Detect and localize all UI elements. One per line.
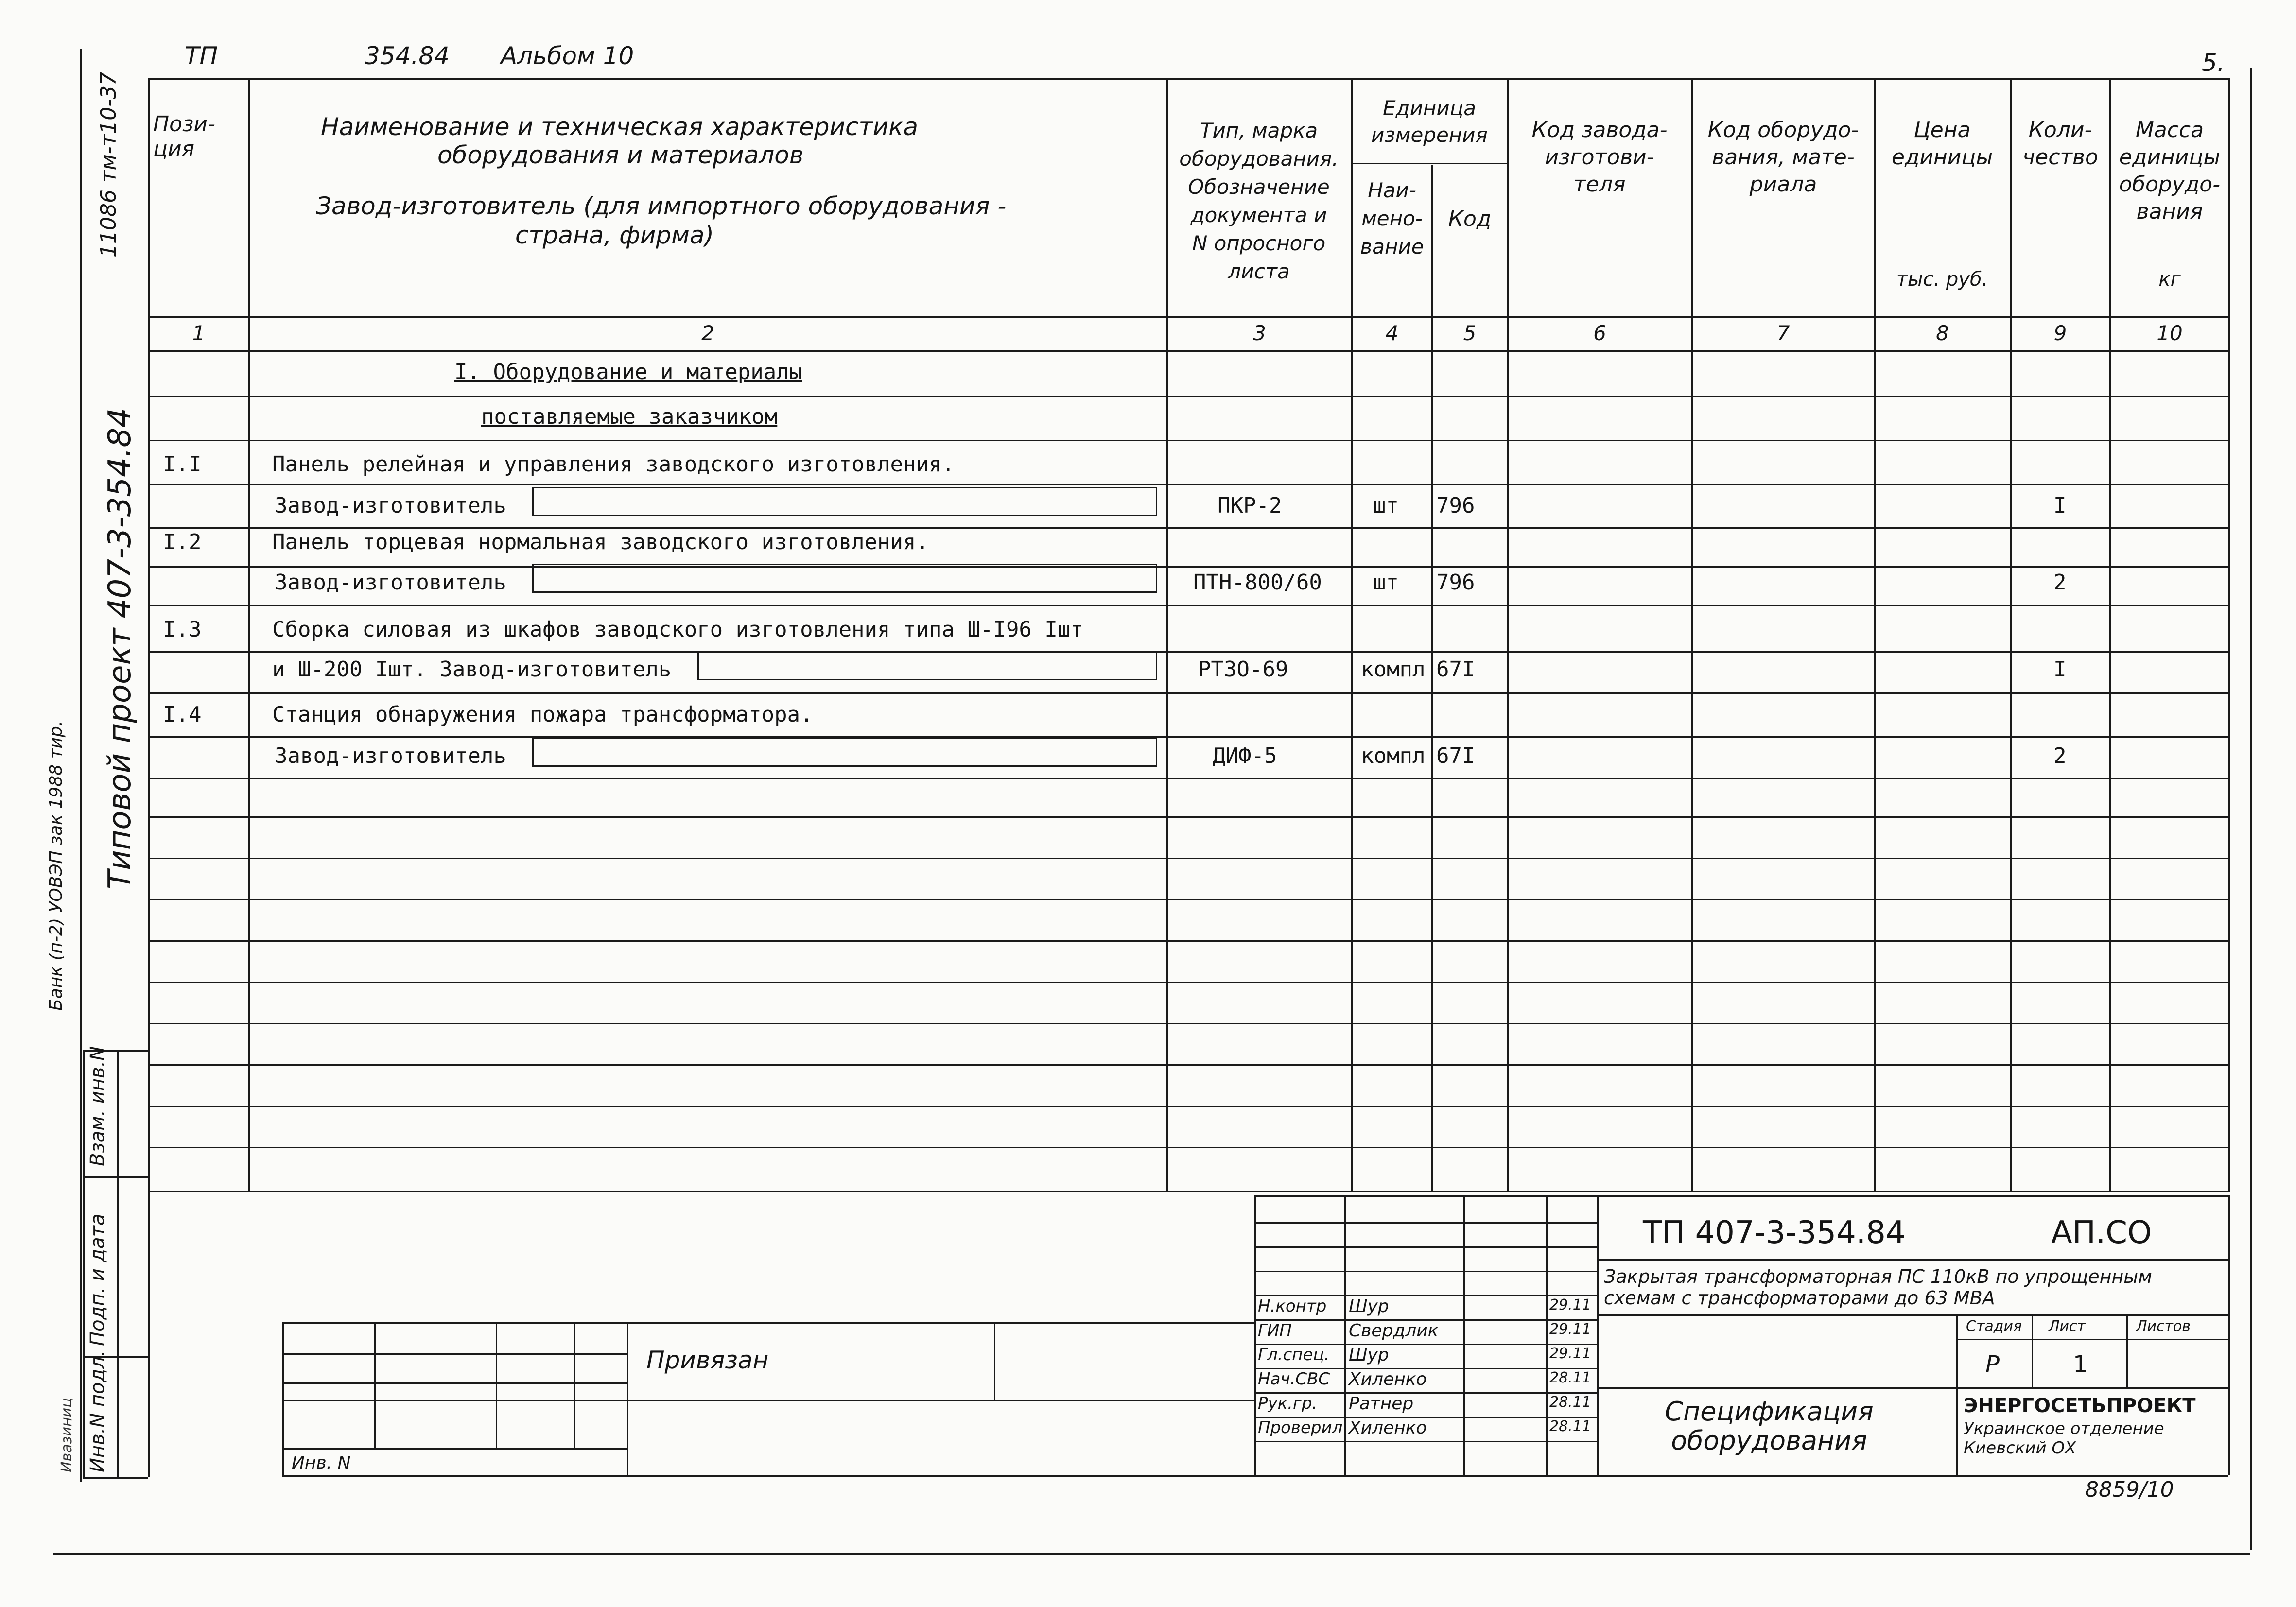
tb-doc-title: Спецификация оборудования	[1665, 1396, 1874, 1456]
row-8-unit: компл	[1361, 743, 1426, 768]
row-line-8	[148, 692, 2230, 694]
row-line-12	[148, 858, 2230, 859]
col-header-equipment-code: Код оборудо- вания, мате- риала	[1707, 118, 1859, 197]
tb-date-5: 28.11	[1549, 1394, 1591, 1411]
col-number-1: 1	[192, 321, 206, 345]
margin-project-label: Типовой проект 407-3-354.84	[102, 408, 138, 889]
bind-col-2	[496, 1322, 497, 1448]
header-tp: ТП	[185, 42, 218, 70]
tb-right-border	[2228, 1195, 2230, 1475]
bind-col-5	[994, 1322, 995, 1400]
row-3-name: Панель торцевая нормальная заводского изготовления.	[272, 530, 929, 554]
tb-date-2: 29.11	[1549, 1321, 1591, 1338]
unit-divider	[1351, 163, 1507, 164]
row-6-type: РТЗО-69	[1198, 657, 1288, 682]
col-header-name-line3: Завод-изготовитель (для импортного оборудования -	[316, 192, 1007, 220]
tb-date-4: 28.11	[1549, 1369, 1591, 1386]
row-2-qty: I	[2053, 493, 2067, 518]
outer-right-line	[2250, 68, 2252, 1550]
row-1-position: I.I	[163, 452, 202, 477]
stamp-line-1	[83, 1176, 148, 1178]
row-5-name: Сборка силовая из шкафов заводского изготовления типа Ш-I96 Iшт	[272, 617, 1083, 642]
tb-role-3: Гл.спец.	[1258, 1345, 1330, 1365]
tb-sheet-label: Лист	[2049, 1318, 2086, 1335]
row-8-qty: 2	[2053, 743, 2067, 768]
tb-stage-label: Стадия	[1966, 1318, 2022, 1335]
bind-col-1	[374, 1322, 376, 1448]
bind-col-4	[627, 1322, 628, 1475]
margin-bank-stamp: Банк (п-2) УОВЭП зак 1988 тир.	[46, 720, 66, 1011]
row-line-19	[148, 1147, 2230, 1148]
row-5-position: I.3	[163, 617, 202, 642]
row-line-7	[148, 651, 2230, 653]
tb-main-line-3	[1597, 1387, 2228, 1389]
tb-date-1: 29.11	[1549, 1296, 1591, 1313]
tb-sheets-label: Листов	[2136, 1318, 2191, 1335]
tb-org-sub2: Киевский ОХ	[1964, 1438, 2076, 1458]
bind-line-4	[282, 1448, 627, 1450]
tb-org-sub1: Украинское отделение	[1964, 1419, 2164, 1438]
row-line-4	[148, 527, 2230, 529]
row-line-17	[148, 1064, 2230, 1066]
tb-col-main	[1597, 1195, 1599, 1475]
col-number-4: 4	[1385, 321, 1399, 345]
row-8-manufacturer-field[interactable]	[532, 738, 1157, 767]
bind-line-3	[282, 1400, 1254, 1401]
tb-main-line-2	[1597, 1314, 2228, 1316]
stamp-middle-line	[117, 1050, 119, 1477]
tb-date-6: 28.11	[1549, 1418, 1591, 1435]
tb-name-4: Хиленко	[1349, 1369, 1427, 1389]
tb-name-3: Шур	[1349, 1345, 1389, 1365]
row-6-manufacturer-field[interactable]	[697, 651, 1157, 680]
row-line-6	[148, 605, 2230, 606]
row-2-name: Завод-изготовитель	[275, 493, 506, 518]
numbers-bottom-line	[148, 350, 2230, 352]
row-4-code: 796	[1436, 570, 1475, 595]
row-line-5	[148, 566, 2230, 568]
stamp-bottom	[83, 1477, 148, 1479]
tb-sheet-value: 1	[2073, 1351, 2088, 1378]
row-line-1	[148, 396, 2230, 397]
table-top-border	[148, 78, 2230, 80]
col-line-4	[1431, 165, 1433, 1191]
col-header-unit-code: Код	[1448, 206, 1492, 231]
row-line-3	[148, 484, 2230, 485]
row-6-qty: I	[2053, 657, 2067, 682]
inv-label: Инв. N	[292, 1453, 351, 1473]
tb-role-4: Нач.СВС	[1258, 1369, 1330, 1389]
col-header-price-unit: тыс. руб.	[1896, 268, 1988, 291]
section-title-line2: поставляемые заказчиком	[481, 404, 778, 429]
tb-col-name	[1344, 1195, 1346, 1475]
row-line-16	[148, 1023, 2230, 1024]
header-album: Альбом 10	[501, 42, 634, 70]
row-2-unit: шт	[1373, 493, 1399, 518]
header-number: 354.84	[365, 42, 450, 70]
col-header-name-line2: оборудования и материалов	[437, 141, 804, 169]
row-line-18	[148, 1106, 2230, 1107]
row-8-code: 67I	[1436, 743, 1475, 768]
tb-name-2: Свердлик	[1349, 1321, 1439, 1341]
col-header-quantity: Коли- чество	[2022, 118, 2098, 170]
tb-role-5: Рук.гр.	[1258, 1394, 1318, 1413]
row-line-14	[148, 940, 2230, 942]
row-6-code: 67I	[1436, 657, 1475, 682]
col-header-mass-unit: кг	[2158, 268, 2181, 291]
margin-code-top: 11086 тм-т10-37	[96, 71, 121, 258]
row-2-code: 796	[1436, 493, 1475, 518]
row-4-qty: 2	[2053, 570, 2067, 595]
row-6-unit: компл	[1361, 657, 1426, 682]
row-line-10	[148, 778, 2230, 779]
tb-role-2: ГИП	[1258, 1321, 1292, 1340]
row-4-unit: шт	[1373, 570, 1399, 595]
col-header-position: Пози- ция	[153, 112, 215, 161]
col-header-mass: Масса единицы оборудо- вания	[2119, 118, 2221, 224]
stamp-replace-inv: Взам. инв.N	[87, 1046, 109, 1166]
col-header-price: Цена единицы	[1891, 118, 1993, 170]
tb-main-line-1	[1597, 1259, 2228, 1261]
stamp-left-border	[83, 1050, 85, 1477]
row-line-11	[148, 816, 2230, 818]
bind-left	[282, 1322, 284, 1475]
row-6-name: и Ш-200 Iшт. Завод-изготовитель	[272, 657, 672, 682]
row-2-manufacturer-field[interactable]	[532, 487, 1157, 516]
bind-top	[282, 1322, 1254, 1324]
row-line-2	[148, 440, 2230, 441]
tb-sig-line-10	[1254, 1441, 1597, 1442]
stamp-sign-date: Подп. и дата	[87, 1213, 109, 1346]
col-number-3: 3	[1253, 321, 1266, 345]
tb-org: ЭНЕРГОСЕТЬПРОЕКТ	[1964, 1395, 2196, 1417]
row-8-type: ДИФ-5	[1213, 743, 1277, 768]
outer-bottom-line	[53, 1553, 2250, 1555]
tb-sig-line-2	[1254, 1246, 1597, 1248]
margin-signature: Ивазиниц	[58, 1398, 75, 1472]
tb-top-border	[1254, 1195, 2228, 1197]
table-bottom-line	[148, 1191, 2230, 1192]
col-header-name-line1: Наименование и техническая характеристика	[321, 113, 918, 141]
col-header-type: Тип, марка оборудования. Обозначение документа и N опросного листа	[1179, 119, 1339, 283]
tb-description: Закрытая трансформаторная ПС 110кВ по упрощенным схемам с трансформаторами до 63 МВА	[1604, 1266, 2152, 1309]
header-bottom-line	[148, 316, 2230, 318]
row-8-name: Завод-изготовитель	[275, 743, 506, 768]
tb-col-sign	[1463, 1195, 1465, 1475]
row-line-15	[148, 982, 2230, 983]
col-number-6: 6	[1593, 321, 1606, 345]
tb-name-6: Хиленко	[1349, 1418, 1427, 1438]
col-number-5: 5	[1463, 321, 1477, 345]
tb-doc-number: ТП 407-3-354.84	[1643, 1215, 1906, 1251]
col-header-unit-group: Единица измерения	[1371, 96, 1488, 147]
tb-sig-line-3	[1254, 1271, 1597, 1272]
bind-line-2	[282, 1382, 627, 1384]
col-number-2: 2	[701, 321, 714, 345]
tb-name-1: Шур	[1349, 1296, 1389, 1316]
stamp-original-inv: Инв.N подл.	[87, 1350, 109, 1472]
row-4-type: ПТН-800/60	[1193, 570, 1322, 595]
corner-mark: 5.	[2202, 49, 2225, 77]
tb-date-3: 29.11	[1549, 1345, 1591, 1362]
left-margin-line	[80, 49, 82, 1482]
row-line-9	[148, 736, 2230, 738]
tb-sheet-code: АП.СО	[2051, 1215, 2152, 1251]
tb-stage-value: Р	[1985, 1351, 2000, 1378]
row-line-13	[148, 899, 2230, 900]
tb-name-5: Ратнер	[1349, 1394, 1414, 1414]
tb-bottom-border	[1254, 1475, 2228, 1477]
bind-col-3	[574, 1322, 575, 1448]
row-1-name: Панель релейная и управления заводского изготовления.	[272, 452, 955, 477]
col-header-unit-name: Наи- мено- вание	[1360, 178, 1424, 259]
row-7-name: Станция обнаружения пожара трансформатора.	[272, 702, 813, 727]
tb-left-border	[1254, 1195, 1256, 1475]
tb-stage-line	[1956, 1339, 2228, 1340]
row-4-manufacturer-field[interactable]	[532, 564, 1157, 593]
row-3-position: I.2	[163, 530, 202, 554]
tb-role-6: Проверил	[1258, 1418, 1343, 1437]
row-7-position: I.4	[163, 702, 202, 727]
binding-label: Привязан	[646, 1346, 769, 1374]
section-title-line1: I. Оборудование и материалы	[454, 360, 802, 384]
col-number-8: 8	[1936, 321, 1949, 345]
col-header-plant-code: Код завода- изготови- теля	[1531, 118, 1668, 197]
tb-stage-col-1	[2032, 1314, 2033, 1387]
tb-sig-line-1	[1254, 1222, 1597, 1224]
row-2-type: ПКР-2	[1218, 493, 1282, 518]
col-number-9: 9	[2053, 321, 2067, 345]
tb-col-date	[1546, 1195, 1548, 1475]
bind-line-1	[282, 1353, 627, 1355]
tb-stage-col-2	[2126, 1314, 2128, 1387]
bind-bottom	[282, 1475, 1254, 1477]
row-4-name: Завод-изготовитель	[275, 570, 506, 595]
tb-footer-code: 8859/10	[2085, 1477, 2174, 1502]
col-header-name-line4: страна, фирма)	[515, 221, 714, 249]
tb-role-1: Н.контр	[1258, 1296, 1327, 1316]
col-number-7: 7	[1776, 321, 1790, 345]
col-number-10: 10	[2157, 321, 2183, 345]
